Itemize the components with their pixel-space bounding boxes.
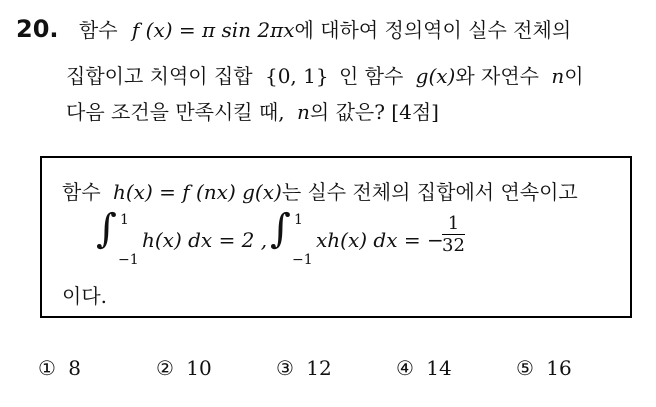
fraction-numerator: 1 — [442, 214, 465, 235]
integral-2-expression: xh(x) dx = − — [316, 228, 444, 252]
fraction-denominator: 32 — [442, 235, 465, 256]
choice-value: 16 — [546, 356, 572, 380]
text: 다음 조건을 만족시킬 때, — [66, 100, 285, 124]
choice-value: 8 — [68, 356, 82, 380]
condition-closing: 이다. — [62, 284, 107, 308]
function-g: g(x) — [415, 64, 456, 88]
choice-mark: ② — [156, 356, 174, 380]
fraction — [442, 214, 465, 257]
integral-1-lower-limit: −1 — [118, 252, 139, 268]
condition-box — [40, 156, 632, 318]
text: 인 함수 — [338, 64, 404, 88]
variable-n: n — [297, 100, 310, 124]
choice-5[interactable] — [516, 356, 572, 380]
text: 함수 — [62, 180, 101, 204]
integral-2-lower-limit: −1 — [292, 252, 313, 268]
question-line-2 — [66, 60, 584, 89]
text: 함수 — [78, 18, 118, 42]
condition-line-1 — [62, 176, 578, 205]
question-line-1 — [16, 14, 571, 43]
text: 의 값은? [4점] — [309, 100, 439, 124]
text: 와 자연수 — [455, 64, 539, 88]
range-set: {0, 1} — [264, 64, 329, 88]
integral-1-upper-limit: 1 — [120, 212, 129, 228]
function-f: f (x) = π sin 2πx — [131, 18, 295, 42]
choice-mark: ③ — [276, 356, 294, 380]
choice-1[interactable] — [38, 356, 81, 380]
question-line-3 — [66, 96, 439, 125]
choice-mark: ① — [38, 356, 56, 380]
function-h: h(x) = f (nx) g(x) — [113, 180, 282, 204]
choice-mark: ⑤ — [516, 356, 534, 380]
choice-3[interactable] — [276, 356, 332, 380]
integral-1-expression: h(x) dx = 2 , — [142, 228, 268, 252]
variable-n: n — [551, 64, 565, 88]
choice-value: 14 — [426, 356, 452, 380]
integral-sign-2: ∫ — [270, 206, 291, 252]
choice-value: 12 — [306, 356, 332, 380]
integral-sign-1: ∫ — [96, 206, 117, 252]
text: 집합이고 치역이 집합 — [66, 64, 253, 88]
choice-4[interactable] — [396, 356, 452, 380]
text: 이 — [564, 64, 584, 88]
choice-value: 10 — [186, 356, 212, 380]
choice-2[interactable] — [156, 356, 212, 380]
text: 에 대하여 정의역이 실수 전체의 — [294, 18, 572, 42]
integral-2-upper-limit: 1 — [294, 212, 303, 228]
choice-mark: ④ — [396, 356, 414, 380]
question-number: 20. — [16, 15, 59, 43]
text: 는 실수 전체의 집합에서 연속이고 — [281, 180, 578, 204]
